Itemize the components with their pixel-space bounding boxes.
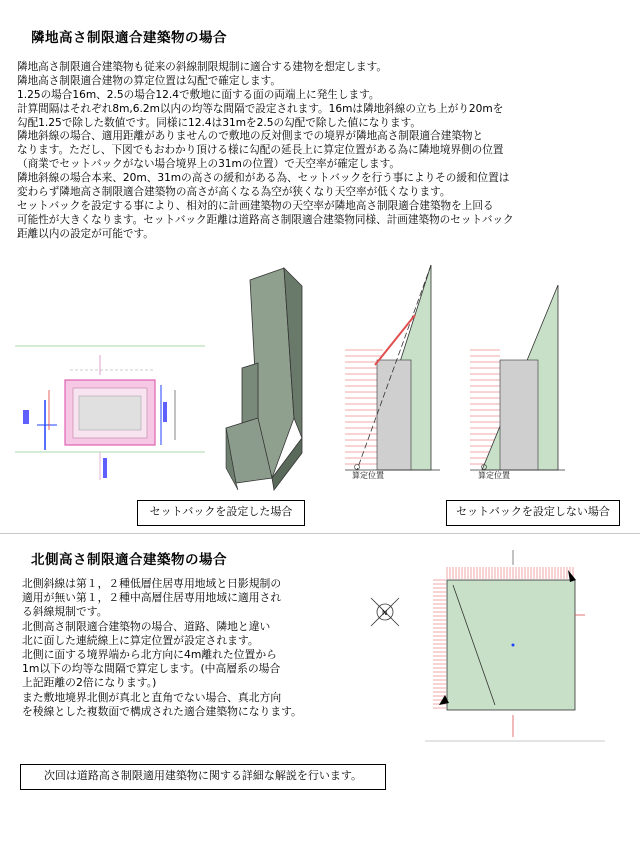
section1-title: 隣地高さ制限適合建築物の場合 (31, 30, 227, 46)
elevation-no-setback-figure (470, 265, 565, 485)
body-line: を稜線とした複数面で構成された適合建築物になります。 (22, 704, 302, 718)
body-line: 上記距離の2倍になります。) (22, 676, 157, 690)
body-line: （商業でセットバックがない場合境界上の31mの位置）で天空率が確定します。 (17, 158, 400, 171)
body-line: 北側に面する境界端から北方向に4m離れた位置から (22, 647, 277, 661)
body-line: 適用が無い第１，２種中高層住居専用地域に適用され (22, 591, 282, 605)
body-line: 勾配1.25で除した数値です。同様に12.4は31mを2.5の勾配で除した値になります。 (17, 116, 421, 129)
body-line: 距離以内の設定が可能です。 (17, 227, 154, 240)
body-line: 1.25の場合16m、2.5の場合12.4で敷地に面する面の両端上に発生します。 (17, 88, 380, 101)
section1-body (17, 61, 514, 242)
body-line: 可能性が大きくなります。セットバック距離は道路高さ制限適合建築物同様、計画建築物のセットバック (17, 213, 514, 226)
site-plan-figure (15, 340, 205, 490)
body-line: 北側高さ制限適合建築物の場合、道路、隣地と違い (22, 619, 271, 633)
section2-body (22, 577, 302, 719)
body-line: なります。ただし、下図でもおわかり頂ける様に勾配の延長上に算定位置がある為に隣地境界側の位置 (17, 144, 504, 157)
body-line: 隣地高さ制限適合建物の算定位置は勾配で確定します。 (17, 74, 281, 87)
body-line: 北側斜線は第１，２種低層住居専用地域と日影規制の (22, 577, 282, 590)
footer-note: 次回は道路高さ制限適用建築物に関する詳細な解説を行います。 (20, 764, 386, 790)
body-line: セットバックを設定する事により、相対的に計画建築物の天空率が隣地高さ制限適合建築物を上回る (17, 199, 494, 212)
body-line: 隣地斜線の場合本来、20m、31mの高さの緩和がある為、セットバックを行う事によりその緩和位置は (17, 172, 510, 185)
calc-position-label-b: 算定位置 (478, 471, 510, 480)
body-line: 1m以下の均等な間隔で算定します。(中高層系の場合 (22, 662, 281, 676)
calc-position-label-a: 算定位置 (352, 471, 384, 480)
body-line: また敷地境界北側が真北と直角でない場合、真北方向 (22, 690, 282, 704)
body-line: 隣地斜線の場合、適用距離がありませんので敷地の反対側までの境界が隣地高さ制限適合建築物と (17, 130, 484, 143)
body-line: 計算間隔はそれぞれ8m,6.2m以内の均等な間隔で設定されます。16mは隣地斜線の立ち上がり20mを (17, 102, 504, 115)
caption-setback: セットバックを設定した場合 (137, 500, 305, 526)
elevation-setback-figure (345, 265, 440, 485)
caption-no-setback: セットバックを設定しない場合 (446, 500, 620, 526)
3d-building-figure (222, 268, 312, 493)
body-line: 北に面した連続線上に算定位置が設定されます。 (22, 633, 259, 647)
svg-text:N: N (382, 609, 388, 617)
body-line: 隣地高さ制限適合建築物も従来の斜線制限規制に適合する建物を想定します。 (17, 61, 387, 73)
body-line: る斜線規制です。 (22, 605, 108, 619)
section-divider (0, 533, 640, 534)
north-arrow-icon (368, 595, 402, 629)
section2-title: 北側高さ制限適合建築物の場合 (31, 552, 227, 568)
body-line: 変わらず隣地高さ制限適合建築物の高さが高くなる為空が狭くなり天空率が低くなります。 (17, 186, 451, 199)
north-site-plan-figure (425, 545, 605, 745)
